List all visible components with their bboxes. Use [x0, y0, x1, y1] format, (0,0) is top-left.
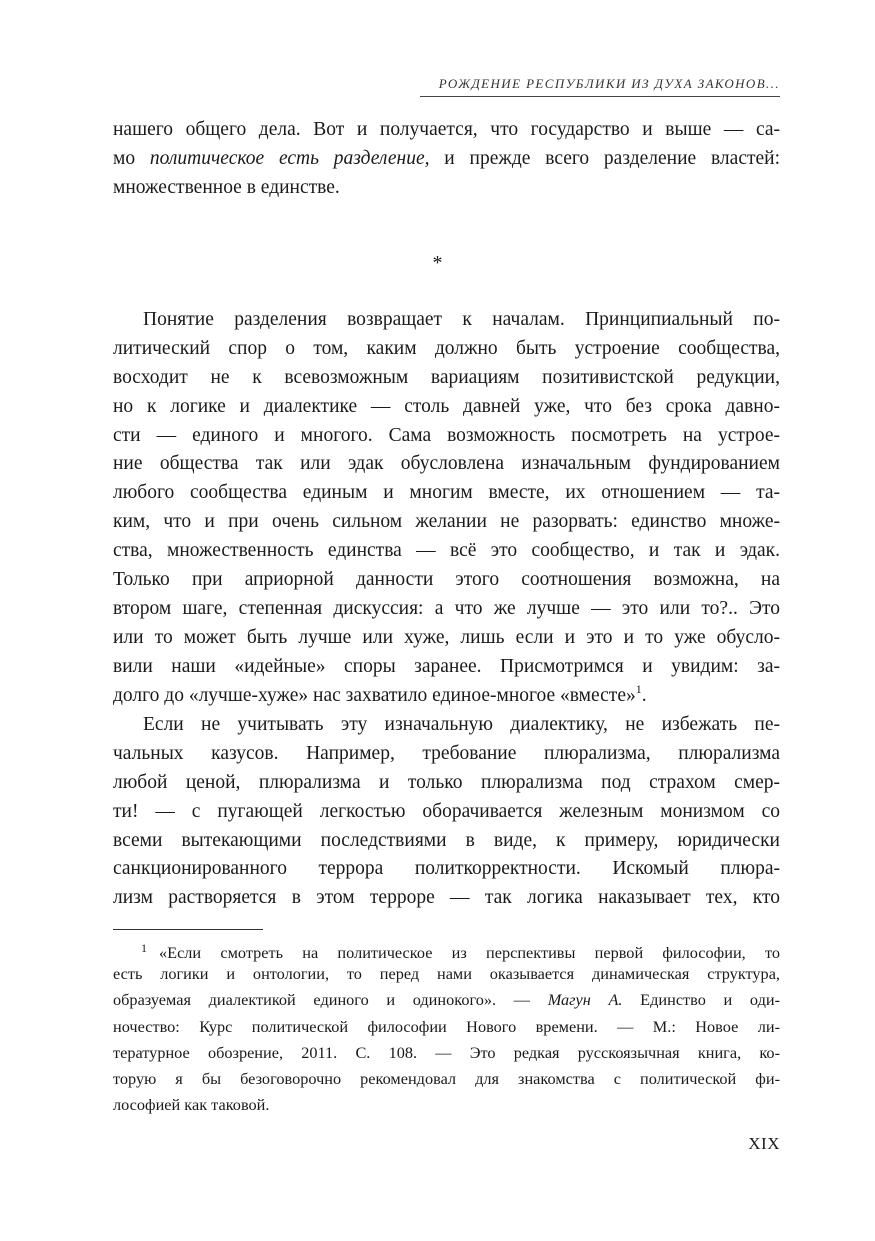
text-line: литический спор о том, каким должно быть устроение сообщества,	[113, 337, 780, 359]
running-head-rule	[420, 96, 780, 97]
paragraph-1	[113, 306, 780, 710]
text-span: и прежде всего разделение властей:	[429, 147, 781, 169]
text-line	[113, 145, 780, 174]
text-line: долго до «лучше-хуже» нас захватило единое-многое «вместе»$^1$.	[113, 681, 647, 706]
footnote-line: ночество: Курс политической философии Нового времени. — М.: Новое ли-	[113, 1016, 780, 1036]
footnote-line: лософией как таковой.	[113, 1095, 270, 1115]
text-line: любой ценой, плюрализма и только плюрализма под страхом смер-	[113, 771, 780, 793]
text-span: мо	[113, 147, 150, 169]
text-line: сти — единого и многого. Сама возможность посмотреть на устрое-	[113, 424, 780, 446]
text-line: санкционированного террора политкорректности. Искомый плюра-	[113, 858, 780, 880]
footnote-reference[interactable]: 1	[635, 681, 642, 696]
text-line: ти! — с пугающей легкостью оборачивается железным монизмом со	[113, 800, 780, 822]
section-separator: *	[432, 252, 443, 274]
text-span: долго до «лучше-хуже» нас захватило единое-многое «вместе»	[113, 684, 636, 706]
footnote-rule	[113, 929, 263, 930]
italic-emphasis: политическое есть разделение,	[149, 147, 430, 169]
text-line: ства, множественность единства — всё это сообщество, и так и эдак.	[113, 540, 780, 562]
paragraph-2	[113, 711, 780, 913]
author-name: Магун А.	[547, 990, 623, 1010]
text-line: чальных казусов. Например, требование плюрализма, плюрализма	[113, 742, 780, 764]
text-span: «Если смотреть на политическое из перспективы первой философии, то	[159, 943, 780, 962]
footnote-number: 1	[141, 941, 147, 955]
text-line: вили наши «идейные» споры заранее. Присмотримся и увидим: за-	[113, 655, 780, 677]
text-line: ким, что и при очень сильном желании не разорвать: единство множе-	[113, 511, 780, 533]
text-line: Понятие разделения возвращает к началам. Принципиальный по-	[143, 309, 780, 330]
text-line: втором шаге, степенная дискуссия: а что же лучше — это или то?.. Это	[113, 597, 780, 619]
running-head: РОЖДЕНИЕ РЕСПУБЛИКИ ИЗ ДУХА ЗАКОНОВ...	[438, 76, 780, 91]
footnote	[113, 935, 780, 1118]
footnote-line	[113, 935, 780, 961]
text-line: Только при априорной данности этого соотношения возможна, на	[113, 569, 780, 591]
text-line: всеми вытекающими последствиями в виде, к примеру, юридически	[113, 829, 780, 851]
text-line: ние общества так или эдак обусловлена изначальным фундированием	[113, 453, 780, 475]
page-number: XIX	[748, 1134, 780, 1153]
text-line: Если не учитывать эту изначальную диалектику, не избежать пе-	[143, 714, 780, 735]
footnote-line: есть логики и онтологии, то перед нами оказывается динамическая структура,	[113, 964, 780, 984]
text-line: но к логике и диалектике — столь давней уже, что без срока давно-	[113, 395, 780, 417]
text-line: лизм растворяется в этом терроре — так логика наказывает тех, кто	[113, 887, 780, 909]
text-line: восходит не к всевозможным вариациям позитивистской редукции,	[113, 366, 780, 388]
footnote-line	[113, 987, 780, 1013]
footnote-line: торую я бы безоговорочно рекомендовал для знакомства с политической фи-	[113, 1068, 780, 1088]
text-line: множественное в единстве.	[113, 176, 340, 198]
text-line: любого сообщества единым и многим вместе, их отношением — та-	[113, 482, 780, 504]
text-line: или то может быть лучше или хуже, лишь если и это и то уже обусло-	[113, 626, 780, 648]
top-paragraph	[113, 116, 780, 203]
text-line: нашего общего дела. Вот и получается, что государство и выше — са-	[113, 119, 780, 140]
text-span: образуемая диалектикой единого и одинокого». —	[113, 990, 548, 1010]
text-span: Единство и оди-	[622, 990, 781, 1010]
footnote-line: тературное обозрение, 2011. С. 108. — Это редкая русскоязычная книга, ко-	[113, 1042, 780, 1062]
